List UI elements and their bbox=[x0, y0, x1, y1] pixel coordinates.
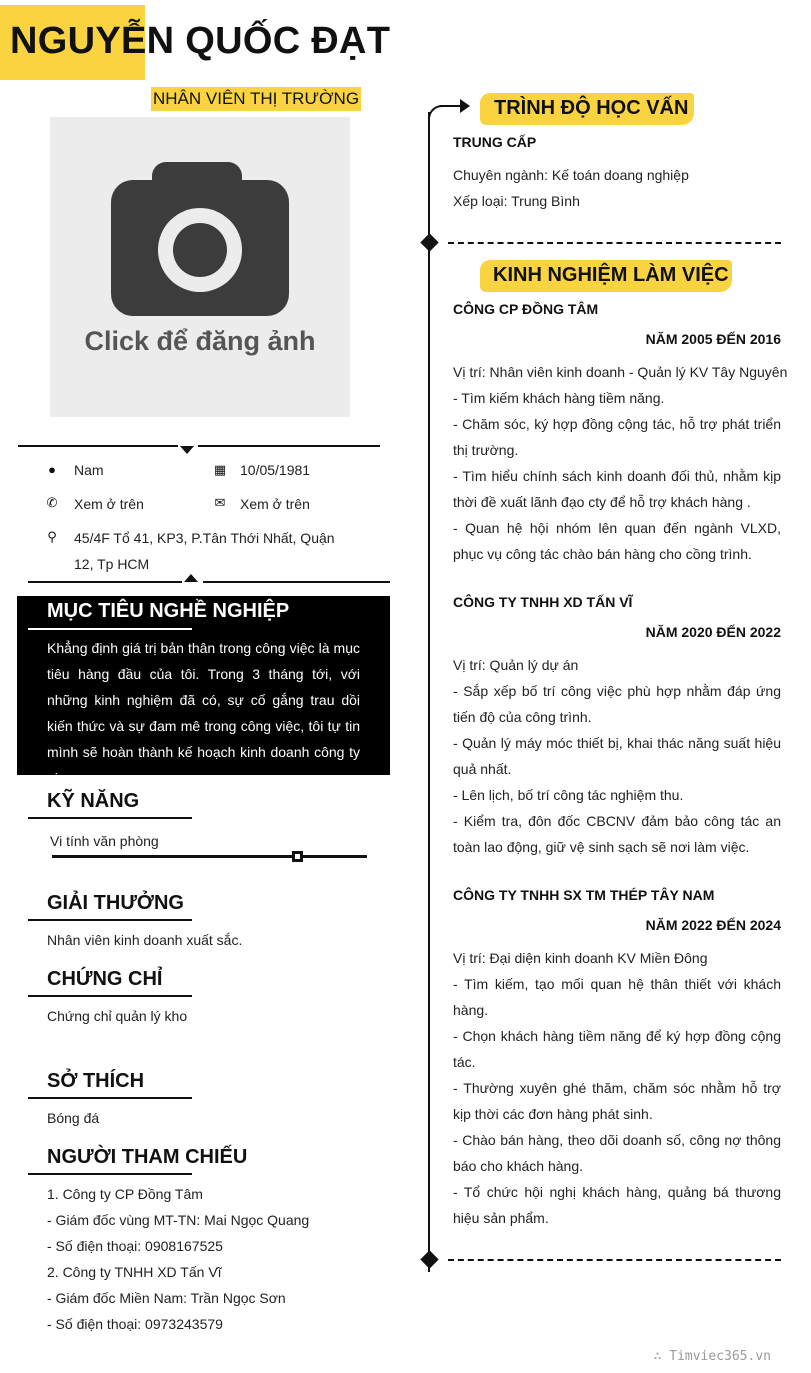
job-title: NHÂN VIÊN THỊ TRƯỜNG bbox=[151, 87, 361, 111]
job-duty: - Quản lý máy móc thiết bị, khai thác năng suất hiệu quả nhất. bbox=[453, 735, 781, 777]
arrow-right-icon bbox=[460, 99, 470, 113]
awards-underline bbox=[28, 919, 192, 921]
upload-photo-caption[interactable]: Click để đăng ảnh bbox=[84, 326, 316, 356]
timeline-curve bbox=[428, 105, 448, 125]
job-duty: - Chào bán hàng, theo dõi doanh số, công nợ thông báo cho khách hàng. bbox=[453, 1132, 781, 1174]
job-position: Vị trí: Quản lý dự án bbox=[453, 657, 579, 673]
camera-lens bbox=[173, 223, 227, 277]
user-icon: ● bbox=[48, 462, 56, 477]
email-value: Xem ở trên bbox=[240, 496, 310, 512]
certificates-underline bbox=[28, 995, 192, 997]
divider-marker bbox=[180, 446, 194, 454]
skill-name: Vi tính văn phòng bbox=[50, 833, 159, 849]
divider bbox=[28, 581, 182, 583]
address-line-1: 45/4F Tổ 41, KP3, P.Tân Thới Nhất, Quận bbox=[74, 530, 335, 546]
birthday-value: 10/05/1981 bbox=[240, 462, 311, 478]
job-duty: - Kiểm tra, đôn đốc CBCNV đảm bảo công tác an toàn lao động, giữ vệ sinh sạch sẽ nơi làm việc. bbox=[453, 813, 781, 855]
skills-underline bbox=[28, 817, 192, 819]
job-position: Vị trí: Nhân viên kinh doanh - Quản lý KV Tây Nguyên bbox=[453, 364, 788, 380]
reference-line: 2. Công ty TNHH XD Tấn Vĩ bbox=[47, 1264, 222, 1280]
job-company: CÔNG TY TNHH XD TẤN VĨ bbox=[453, 594, 633, 610]
timeline-line bbox=[428, 112, 430, 1272]
divider-marker bbox=[184, 574, 198, 582]
job-period: NĂM 2005 ĐẾN 2016 bbox=[645, 331, 781, 347]
job-company: CÔNG TY TNHH SX TM THÉP TÂY NAM bbox=[453, 887, 715, 903]
job-duty: - Tìm hiểu chính sách kinh doanh đối thủ, nhằm kịp thời đề xuất lãnh đạo cty để hỗ trợ khách hàng . bbox=[453, 468, 781, 510]
skills-title: KỸ NĂNG bbox=[47, 790, 140, 812]
job-duty: - Sắp xếp bố trí công việc phù hợp nhằm đáp ứng tiến độ của công trình. bbox=[453, 683, 781, 725]
education-grade: Xếp loại: Trung Bình bbox=[453, 193, 580, 209]
timeline-arrow-shaft bbox=[440, 105, 462, 107]
references-underline bbox=[28, 1173, 192, 1175]
job-period: NĂM 2022 ĐẾN 2024 bbox=[645, 917, 781, 933]
hobbies-text: Bóng đá bbox=[47, 1110, 100, 1126]
job-duty: - Chọn khách hàng tiềm năng để ký hợp đồng cộng tác. bbox=[453, 1028, 781, 1070]
dashed-separator bbox=[448, 1259, 781, 1261]
objective-underline bbox=[28, 628, 192, 630]
reference-line: 1. Công ty CP Đồng Tâm bbox=[47, 1186, 203, 1202]
phone-value: Xem ở trên bbox=[74, 496, 144, 512]
job-duty: - Thường xuyên ghé thăm, chăm sóc nhằm hỗ trợ kịp thời các đơn hàng phát sinh. bbox=[453, 1080, 781, 1122]
job-duty: - Tìm kiếm khách hàng tiềm năng. bbox=[453, 390, 665, 406]
job-duty: - Tổ chức hội nghị khách hàng, quảng bá thương hiệu sản phẩm. bbox=[453, 1184, 781, 1226]
reference-line: - Giám đốc vùng MT-TN: Mai Ngọc Quang bbox=[47, 1212, 310, 1228]
education-level: TRUNG CẤP bbox=[453, 134, 537, 150]
job-company: CÔNG CP ĐỒNG TÂM bbox=[453, 301, 599, 317]
awards-title: GIẢI THƯỞNG bbox=[47, 892, 184, 914]
hobbies-underline bbox=[28, 1097, 192, 1099]
reference-line: - Số điện thoại: 0908167525 bbox=[47, 1238, 223, 1254]
reference-line: - Giám đốc Miền Nam: Trần Ngọc Sơn bbox=[47, 1290, 286, 1306]
job-duty: - Lên lịch, bố trí công tác nghiệm thu. bbox=[453, 787, 684, 803]
timeline-diamond bbox=[420, 1250, 438, 1268]
objective-text: Khẳng định giá trị bản thân trong công việc là mục tiêu hàng đầu của tôi. Trong 3 tháng tới, với những kinh nghiệm đã có, sự cố gắng trau dồi kiến thức và sự đam mê trong công việc, tôi tự tin mình sẽ hoàn thành kế hoạch kinh doanh công ty giao. bbox=[47, 640, 360, 786]
skill-level-handle[interactable] bbox=[292, 851, 303, 862]
timeline-diamond bbox=[420, 233, 438, 251]
divider bbox=[198, 445, 380, 447]
address-line-2: 12, Tp HCM bbox=[74, 556, 150, 572]
hobbies-title: SỞ THÍCH bbox=[47, 1070, 145, 1092]
email-icon: ✉ bbox=[214, 495, 226, 510]
reference-line: - Số điện thoại: 0973243579 bbox=[47, 1316, 223, 1332]
divider bbox=[18, 445, 178, 447]
job-duty: - Tìm kiếm, tạo mối quan hệ thân thiết với khách hàng. bbox=[453, 976, 781, 1018]
objective-title: MỤC TIÊU NGHỀ NGHIỆP bbox=[47, 600, 290, 622]
education-title: TRÌNH ĐỘ HỌC VẤN bbox=[494, 97, 689, 119]
gender-value: Nam bbox=[74, 462, 104, 478]
calendar-icon: ▦ bbox=[213, 462, 227, 477]
phone-icon: ✆ bbox=[46, 495, 58, 510]
education-major: Chuyên ngành: Kế toán doang nghiệp bbox=[453, 167, 689, 183]
job-position: Vị trí: Đại diện kinh doanh KV Miền Đông bbox=[453, 950, 708, 966]
awards-text: Nhân viên kinh doanh xuất sắc. bbox=[47, 932, 243, 948]
dashed-separator bbox=[448, 242, 781, 244]
experience-title: KINH NGHIỆM LÀM VIỆC bbox=[493, 264, 729, 286]
candidate-name: NGUYỄN QUỐC ĐẠT bbox=[10, 20, 391, 62]
certificates-title: CHỨNG CHỈ bbox=[47, 968, 163, 990]
skill-level-track bbox=[52, 855, 367, 858]
location-icon: ⚲ bbox=[47, 529, 57, 544]
divider bbox=[203, 581, 390, 583]
certificates-text: Chứng chỉ quản lý kho bbox=[47, 1008, 188, 1024]
job-duty: - Quan hệ hội nhóm lên quan đến ngành VLXD, phục vụ công tác chào bán hàng cho cồng trình. bbox=[453, 520, 781, 562]
watermark: ∴ Timviec365.vn bbox=[653, 1349, 771, 1364]
references-title: NGƯỜI THAM CHIẾU bbox=[47, 1146, 248, 1168]
job-period: NĂM 2020 ĐẾN 2022 bbox=[645, 624, 781, 640]
job-duty: - Chăm sóc, ký hợp đồng cộng tác, hỗ trợ phát triển thị trường. bbox=[453, 416, 781, 458]
